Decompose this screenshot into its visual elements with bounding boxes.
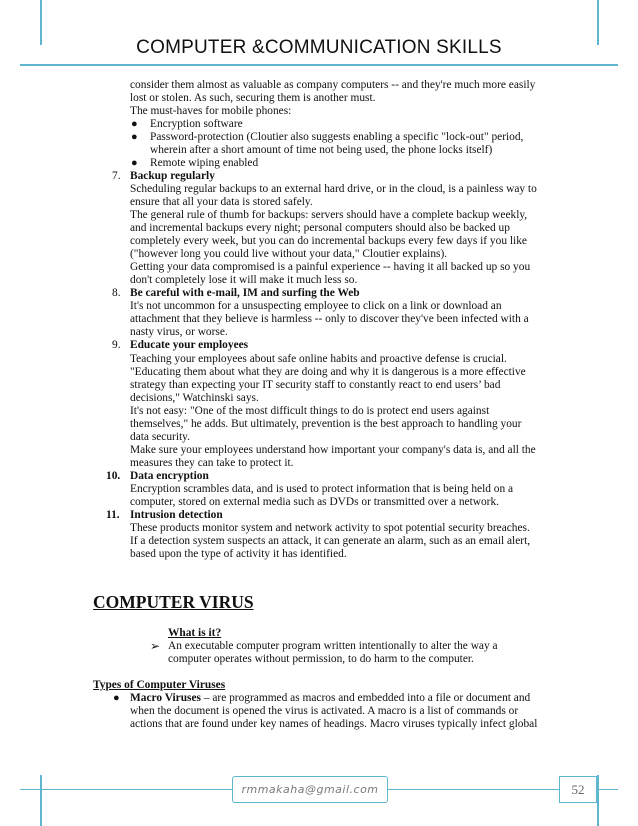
body-line: The general rule of thumb for backups: servers should have a complete backup weekly, — [130, 209, 528, 221]
list-item: Encryption software — [150, 118, 243, 130]
section-title: Educate your employees — [130, 339, 249, 351]
list-number: 9. — [112, 339, 121, 351]
section-title: Data encryption — [130, 470, 209, 482]
body-line: data security. — [130, 431, 190, 443]
term: Macro Viruses — [130, 692, 201, 704]
body-line: actions that are found under key names of headings. Macro viruses typically infect global — [130, 718, 538, 730]
list-number: 10. — [106, 470, 121, 482]
footer-rule — [595, 789, 618, 790]
body-line: "Educating them about what they are doing and why it is dangerous is a more effective — [130, 366, 526, 378]
list-number: 11. — [106, 509, 120, 521]
list-item: Password-protection (Cloutier also suggests enabling a specific "lock-out" period, — [150, 131, 524, 143]
list-item: wherein after a short amount of time not being used, the phone locks itself) — [150, 144, 493, 156]
body-line: nasty virus, or worse. — [130, 326, 228, 338]
header-rule — [20, 64, 618, 66]
bullet-dot-icon: ● — [131, 131, 138, 143]
list-item: computer operates without permission, to do harm to the computer. — [168, 653, 474, 665]
definition: – are programmed as macros and embedded into a file or document and — [200, 692, 531, 704]
body-line: when the document is opened the virus is activated. A macro is a list of commands or — [130, 705, 519, 717]
footer-email: rmmakaha@gmail.com — [232, 776, 388, 803]
footer-rule — [386, 789, 559, 790]
body-line: It's not easy: "One of the most difficult things to do is protect end users against — [130, 405, 490, 417]
body-line: The must-haves for mobile phones: — [130, 105, 292, 117]
page-number: 52 — [559, 776, 597, 803]
footer-rule — [20, 789, 232, 790]
bullet-dot-icon: ● — [131, 157, 138, 169]
body-line: strategy than expecting your IT security staff to constantly react to end users’ bad — [130, 379, 501, 391]
list-number: 8. — [112, 287, 121, 299]
body-line: Encryption scrambles data, and is used to protect information that is being held on a — [130, 483, 514, 495]
page-frame-left-bottom — [40, 775, 42, 826]
list-item: An executable computer program written intentionally to alter the way a — [168, 640, 498, 652]
body-line: If a detection system suspects an attack, it can generate an alarm, such as an email alert, — [130, 535, 531, 547]
body-line: Scheduling regular backups to an external hard drive, or in the cloud, is a painless way to — [130, 183, 537, 195]
page-frame-right-bottom — [597, 775, 599, 826]
body-line: based upon the type of activity it has identified. — [130, 548, 347, 560]
body-line: computer, stored on external media such as DVDs or transmitted over a network. — [130, 496, 499, 508]
body-line: consider them almost as valuable as company computers -- and they're much more easily — [130, 79, 536, 91]
body-line: themselves," he adds. But ultimately, prevention is the best approach to handling your — [130, 418, 522, 430]
subheading: What is it? — [168, 627, 222, 639]
list-number: 7. — [112, 170, 121, 182]
bullet-dot-icon: ● — [131, 118, 138, 130]
subheading: Types of Computer Viruses — [93, 679, 226, 691]
body-line: It's not uncommon for a unsuspecting employee to click on a link or download an — [130, 300, 502, 312]
body-line: don't completely lose it will make it much less so. — [130, 274, 358, 286]
body-line: lost or stolen. As such, securing them is another must. — [130, 92, 376, 104]
page-header-title: COMPUTER &COMMUNICATION SKILLS — [136, 37, 502, 58]
body-line: Getting your data compromised is a painful experience -- having it all backed up so you — [130, 261, 531, 273]
bullet-dot-icon: ● — [113, 692, 120, 704]
body-line: These products monitor system and network activity to spot potential security breaches. — [130, 522, 530, 534]
arrow-bullet-icon: ➢ — [150, 639, 161, 653]
list-item: Remote wiping enabled — [150, 157, 259, 169]
body-line: Make sure your employees understand how important your company's data is, and all the — [130, 444, 536, 456]
list-item — [130, 692, 530, 705]
body-line: ensure that all your data is stored safely. — [130, 196, 313, 208]
body-line: completely every week, but you can do incremental backups every few days if you like — [130, 235, 527, 247]
body-line: measures they can take to protect it. — [130, 457, 294, 469]
body-line: and incremental backups every night; personal computers should also be backed up — [130, 222, 510, 234]
section-title: Be careful with e-mail, IM and surfing the Web — [130, 287, 360, 299]
body-line: decisions," Watchinski says. — [130, 392, 259, 404]
body-line: ("however long you could live without your data," Cloutier explains). — [130, 248, 448, 260]
section-title: Backup regularly — [130, 170, 215, 182]
section-heading: COMPUTER VIRUS — [93, 592, 254, 612]
body-line: Teaching your employees about safe online habits and proactive defense is crucial. — [130, 353, 507, 365]
body-line: attachment that they believe is harmless -- only to discover they've been infected with a — [130, 313, 529, 325]
section-title: Intrusion detection — [130, 509, 223, 521]
